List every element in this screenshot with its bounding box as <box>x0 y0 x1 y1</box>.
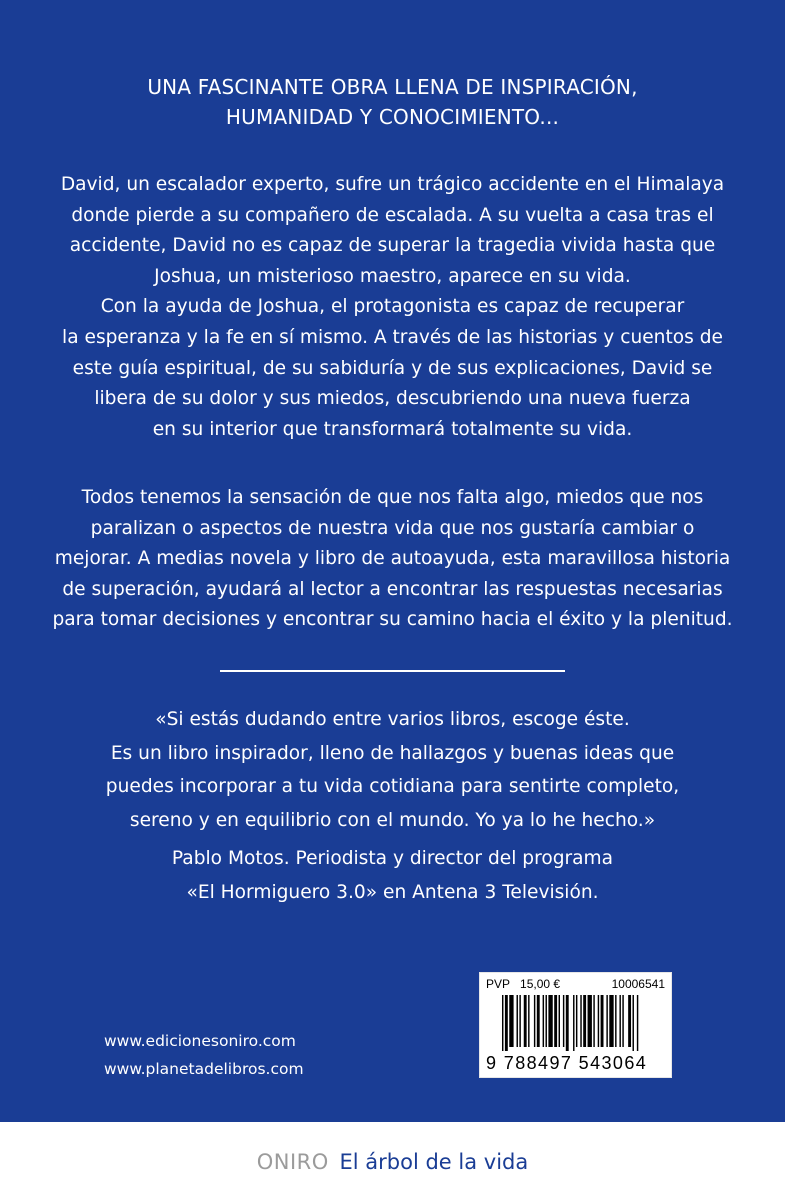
barcode-bar <box>606 995 607 1047</box>
barcode-bar <box>580 995 581 1047</box>
barcode-bar <box>588 995 592 1047</box>
publisher-line <box>0 1148 785 1176</box>
barcode-bar <box>563 995 564 1047</box>
divider-rule <box>220 670 565 672</box>
synopsis-line: libera de su dolor y sus miedos, descubriendo una nueva fuerza <box>94 388 691 410</box>
barcode-bar <box>598 995 599 1047</box>
barcode-bar <box>509 995 513 1047</box>
barcode-bar <box>622 995 623 1047</box>
attribution-line: Pablo Motos. Periodista y director del programa <box>171 848 614 869</box>
synopsis-line: Joshua, un misterioso maestro, aparece en su vida. <box>154 265 631 287</box>
quote-line: «Si estás dudando entre varios libros, escoge éste. <box>155 709 630 730</box>
tagline <box>0 72 785 132</box>
barcode-bar <box>615 995 616 1047</box>
barcode-bar <box>548 995 552 1047</box>
barcode-bar <box>505 995 508 1051</box>
barcode-bar <box>537 995 540 1047</box>
quote-attribution <box>0 842 785 909</box>
barcode-bar <box>576 995 577 1047</box>
synopsis-line: mejorar. A medias novela y libro de autoayuda, esta maravillosa historia <box>54 548 731 570</box>
barcode-bar <box>601 995 604 1047</box>
synopsis-line: Todos tenemos la sensación de que nos falta algo, miedos que nos <box>81 487 704 508</box>
synopsis-line: en su interior que transformará totalmente su vida. <box>152 418 633 440</box>
barcode-graphic <box>502 995 660 1051</box>
website-link-planeta[interactable]: www.planetadelibros.com <box>104 1060 304 1078</box>
barcode-bar <box>519 995 520 1047</box>
barcode-bar <box>633 995 634 1051</box>
synopsis-line: paralizan o aspectos de nuestra vida que nos gustaría cambiar o <box>90 517 695 539</box>
barcode-bar <box>534 995 535 1047</box>
barcode-bar <box>528 995 529 1047</box>
synopsis-line: accidente, David no es capaz de superar la tragedia vivida hasta que <box>69 235 716 257</box>
barcode-bar <box>637 995 638 1051</box>
footer-band <box>0 1122 785 1200</box>
synopsis-line: la esperanza y la fe en sí mismo. A través de las historias y cuentos de <box>62 326 723 348</box>
synopsis-line: de superación, ayudará al lector a encontrar las respuestas necesarias <box>62 578 723 600</box>
barcode-label <box>479 972 672 1078</box>
barcode-bar <box>593 995 594 1047</box>
synopsis-line: David, un escalador experto, sufre un trágico accidente en el Himalaya <box>60 174 725 195</box>
synopsis-line: donde pierde a su compañero de escalada. A su vuelta a casa tras el <box>71 204 714 226</box>
barcode-bar <box>524 995 527 1047</box>
synopsis-line: para tomar decisiones y encontrar su camino hacia el éxito y la plenitud. <box>52 609 733 631</box>
synopsis-paragraph-2 <box>0 483 785 636</box>
barcode-header <box>486 976 665 992</box>
website-list <box>104 1027 304 1083</box>
barcode-bar <box>517 995 518 1047</box>
attribution-line: «El Hormiguero 3.0» en Antena 3 Televisión. <box>186 881 599 903</box>
barcode-bar <box>573 995 574 1051</box>
collection-name: El árbol de la vida <box>339 1150 529 1174</box>
isbn-number: 9 788497 543064 <box>486 1053 648 1073</box>
website-link-oniro[interactable]: www.edicionesoniro.com <box>104 1032 296 1050</box>
barcode-bars <box>502 995 660 1051</box>
barcode-bar <box>609 995 613 1047</box>
pvp-label: PVP <box>486 977 511 991</box>
synopsis-line: Con la ayuda de Joshua, el protagonista es capaz de recuperar <box>100 296 685 318</box>
quote-line: puedes incorporar a tu vida cotidiana para sentirte completo, <box>105 776 680 797</box>
barcode-bar <box>619 995 620 1047</box>
publisher-brand: ONIRO <box>256 1150 329 1174</box>
quote-line: sereno y en equilibrio con el mundo. Yo ya lo he hecho.» <box>129 809 656 831</box>
barcode-bar <box>502 995 503 1051</box>
tagline-line-1: UNA FASCINANTE OBRA LLENA DE INSPIRACIÓN, <box>147 75 638 99</box>
barcode-bar <box>628 995 631 1047</box>
product-code: 10006541 <box>611 977 665 991</box>
synopsis-paragraph-1 <box>0 170 785 445</box>
tagline-line-2: HUMANIDAD Y CONOCIMIENTO... <box>225 105 560 129</box>
barcode-bar <box>554 995 557 1047</box>
price: 15,00 € <box>520 977 561 991</box>
quote-line: Es un libro inspirador, lleno de hallazgos y buenas ideas que <box>110 742 675 764</box>
synopsis-line: este guía espiritual, de su sabiduría y de sus explicaciones, David se <box>72 357 713 379</box>
barcode-bar <box>566 995 569 1051</box>
blurb-quote <box>0 703 785 837</box>
barcode-bar <box>559 995 560 1047</box>
barcode-bar <box>543 995 544 1047</box>
barcode-bar <box>546 995 547 1047</box>
barcode-bar <box>583 995 586 1047</box>
